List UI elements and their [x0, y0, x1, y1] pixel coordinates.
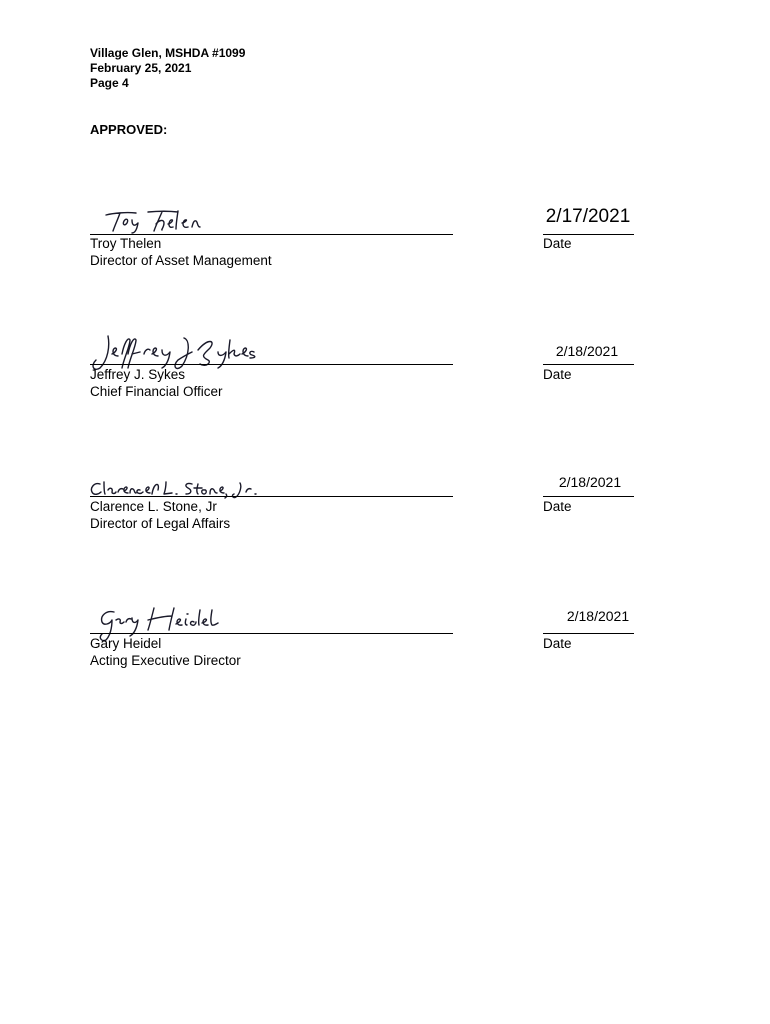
- signatory-title: Director of Legal Affairs: [90, 515, 231, 531]
- signatory-name: Jeffrey J. Sykes: [90, 367, 186, 382]
- date-line: [543, 364, 634, 365]
- header-page-number: Page 4: [90, 76, 129, 90]
- signatory-info: [90, 367, 223, 400]
- handwritten-signature-thelen: [104, 205, 214, 235]
- signatory-info: [90, 636, 241, 669]
- signatory-title: Chief Financial Officer: [90, 383, 223, 399]
- date-label: Date: [543, 499, 572, 514]
- signature-line: [90, 234, 453, 235]
- signed-date: 2/18/2021: [555, 343, 619, 359]
- signatory-title: Director of Asset Management: [90, 252, 272, 268]
- signatory-title: Acting Executive Director: [90, 652, 241, 668]
- date-label: Date: [543, 236, 572, 251]
- signed-date: 2/18/2021: [566, 608, 630, 624]
- date-line: [543, 496, 634, 497]
- date-line: [543, 234, 634, 235]
- signatory-name: Troy Thelen: [90, 236, 162, 251]
- signature-line: [90, 633, 453, 634]
- date-label: Date: [543, 367, 572, 382]
- signed-date: 2/17/2021: [545, 206, 631, 227]
- signatory-name: Clarence L. Stone, Jr: [90, 499, 217, 514]
- header-property: Village Glen, MSHDA #1099: [90, 46, 246, 60]
- signature-line: [90, 364, 453, 365]
- document-header: [90, 46, 245, 91]
- signature-line: [90, 496, 453, 497]
- date-line: [543, 633, 634, 634]
- signed-date: 2/18/2021: [558, 474, 622, 490]
- signatory-info: [90, 236, 272, 269]
- date-label: Date: [543, 636, 572, 651]
- header-date: February 25, 2021: [90, 61, 192, 75]
- signatory-name: Gary Heidel: [90, 636, 162, 651]
- signatory-info: [90, 499, 230, 532]
- approved-heading: APPROVED:: [90, 122, 168, 137]
